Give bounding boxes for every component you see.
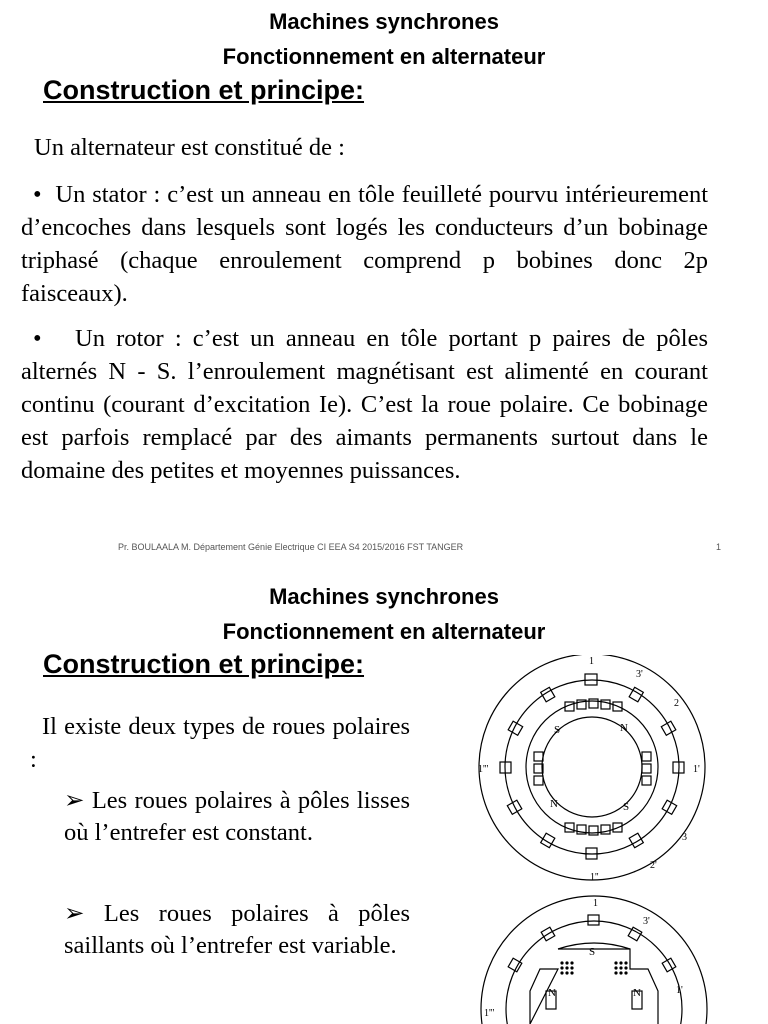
stator-paragraph — [21, 178, 708, 310]
footer-text: Pr. BOULAALA M. Département Génie Electrique CI EEA S4 2015/2016 FST TANGER — [118, 542, 464, 552]
list-item-text: Les roues polaires à pôles saillants où l’entrefer est variable. — [64, 900, 410, 959]
rotor-paragraph — [21, 322, 708, 487]
winding-label: 1 — [589, 656, 594, 667]
arrow-bullet-icon: ➢ — [64, 900, 85, 927]
section-heading: Construction et principe: — [43, 75, 365, 105]
slide-2 — [0, 575, 768, 1024]
slide-title-line-2: Fonctionnement en alternateur — [222, 44, 546, 69]
winding-label: 2' — [650, 860, 657, 871]
stator-inner-circle — [506, 921, 682, 1024]
winding-label: 3' — [643, 916, 650, 927]
slide-title-line-2: Fonctionnement en alternateur — [222, 619, 546, 644]
intro-text: Il existe deux types de roues polaires : — [30, 713, 410, 773]
winding-label: 1'' — [590, 872, 599, 883]
slide-separator — [0, 562, 768, 575]
winding-label: 1' — [693, 764, 700, 775]
slide-title-line-1: Machines synchrones — [269, 584, 499, 609]
list-item-salient-poles — [64, 898, 410, 962]
salient-pole-rotor-diagram — [478, 893, 710, 1024]
intro-text: Un alternateur est constitué de : — [34, 134, 345, 161]
stator-outer-circle — [479, 655, 705, 880]
pole-label: S — [554, 724, 561, 736]
stator-text: Un stator : c’est un anneau en tôle feuilleté pourvu intérieurement d’encoches dans lesquels sont logés les conducteurs d’un bobinage triphasé (chaque enroulement comprend p bobines donc 2p faisceaux). — [21, 181, 709, 307]
section-heading: Construction et principe: — [43, 649, 365, 679]
page-number: 1 — [716, 542, 722, 552]
smooth-pole-rotor-diagram — [470, 655, 715, 885]
stator-inner-circle — [505, 680, 679, 854]
bullet-icon: • — [33, 181, 42, 208]
arrow-bullet-icon: ➢ — [64, 787, 85, 814]
winding-label: 1''' — [478, 764, 489, 775]
winding-label: 2 — [674, 698, 679, 709]
pole-label: N — [548, 987, 556, 999]
pole-label: N — [550, 798, 558, 810]
rotor-outer-circle — [526, 701, 658, 833]
pole-label: N — [620, 722, 628, 734]
slide-title-line-1: Machines synchrones — [269, 9, 499, 34]
winding-label: 3 — [682, 832, 687, 843]
winding-label: 1''' — [484, 1008, 495, 1019]
winding-label: 1' — [676, 985, 683, 996]
list-item-smooth-poles — [64, 785, 410, 849]
pole-label: S — [589, 946, 596, 958]
rotor-text: Un rotor : c’est un anneau en tôle portant p paires de pôles alternés N - S. l’enroulement magnétisant est alimenté en courant continu (courant d’excitation Ie). C’est la roue polaire. Ce bobinage est parfois remplacé par des aimants permanents surtout dans le domaine des petites et moyennes puissances. — [21, 325, 709, 484]
pole-label: N — [633, 987, 641, 999]
winding-label: 3' — [636, 669, 643, 680]
list-item-text: Les roues polaires à pôles lisses où l’entrefer est constant. — [64, 787, 410, 846]
winding-label: 1 — [593, 898, 598, 909]
pole-label: S — [623, 801, 630, 813]
bullet-icon: • — [33, 325, 42, 352]
